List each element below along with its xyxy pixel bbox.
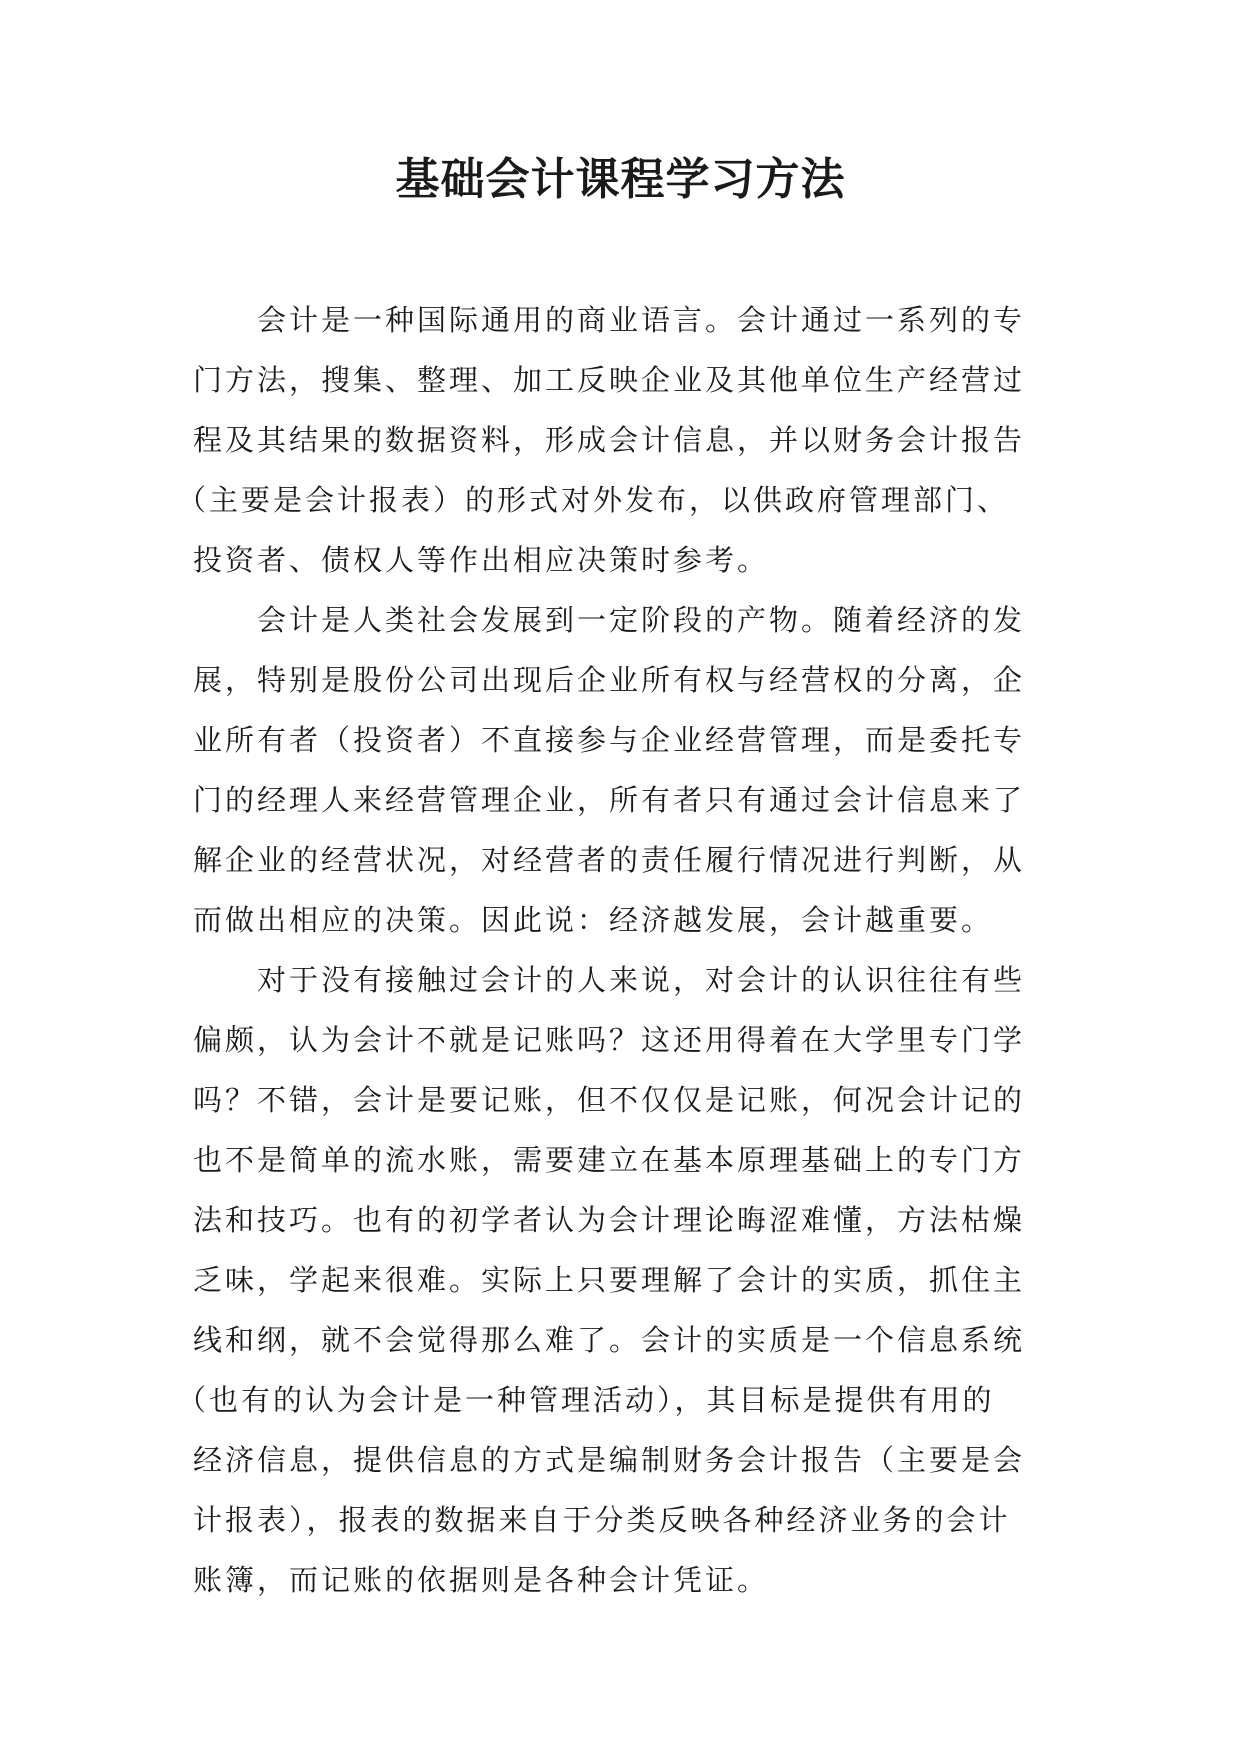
text-line: 线和纲，就不会觉得那么难了。会计的实质是一个信息系统: [193, 1323, 1026, 1357]
text-line: 投资者、债权人等作出相应决策时参考。: [193, 543, 770, 577]
text-line: 会计是一种国际通用的商业语言。会计通过一系列的专: [257, 303, 1026, 337]
text-line: 对于没有接触过会计的人来说，对会计的认识往往有些: [257, 963, 1026, 997]
text-line: 门的经理人来经营管理企业，所有者只有通过会计信息来了: [193, 783, 1026, 817]
text-line: 会计是人类社会发展到一定阶段的产物。随着经济的发: [257, 603, 1026, 637]
document-title: 基础会计课程学习方法: [395, 154, 846, 205]
text-line: 账簿，而记账的依据则是各种会计凭证。: [193, 1563, 770, 1597]
text-line: （也有的认为会计是一种管理活动），其目标是提供有用的: [177, 1383, 995, 1417]
text-line: 解企业的经营状况，对经营者的责任履行情况进行判断，从: [193, 843, 1026, 877]
text-line: 而做出相应的决策。因此说：经济越发展，会计越重要。: [193, 903, 994, 937]
text-line: 吗？不错，会计是要记账，但不仅仅是记账，何况会计记的: [193, 1083, 1026, 1117]
text-line: 计报表），报表的数据来自于分类反映各种经济业务的会计: [193, 1503, 1011, 1537]
paragraph-1: [177, 290, 1073, 590]
text-line: 业所有者（投资者）不直接参与企业经营管理，而是委托专: [193, 723, 1026, 757]
paragraph-3: [177, 950, 1073, 1610]
text-line: 也不是简单的流水账，需要建立在基本原理基础上的专门方: [193, 1143, 1026, 1177]
text-line: 法和技巧。也有的初学者认为会计理论晦涩难懂，方法枯燥: [193, 1203, 1026, 1237]
text-line: 乏味，学起来很难。实际上只要理解了会计的实质，抓住主: [193, 1263, 1026, 1297]
text-line: 展，特别是股份公司出现后企业所有权与经营权的分离，企: [193, 663, 1026, 697]
text-line: 程及其结果的数据资料，形成会计信息，并以财务会计报告: [193, 423, 1026, 457]
text-line: 偏颇，认为会计不就是记账吗？这还用得着在大学里专门学: [193, 1023, 1026, 1057]
text-line: 经济信息，提供信息的方式是编制财务会计报告（主要是会: [193, 1443, 1026, 1477]
text-line: （主要是会计报表）的形式对外发布，以供政府管理部门、: [177, 483, 1010, 517]
document-body: [177, 290, 1073, 1610]
text-line: 门方法，搜集、整理、加工反映企业及其他单位生产经营过: [193, 363, 1026, 397]
paragraph-2: [193, 590, 1073, 950]
